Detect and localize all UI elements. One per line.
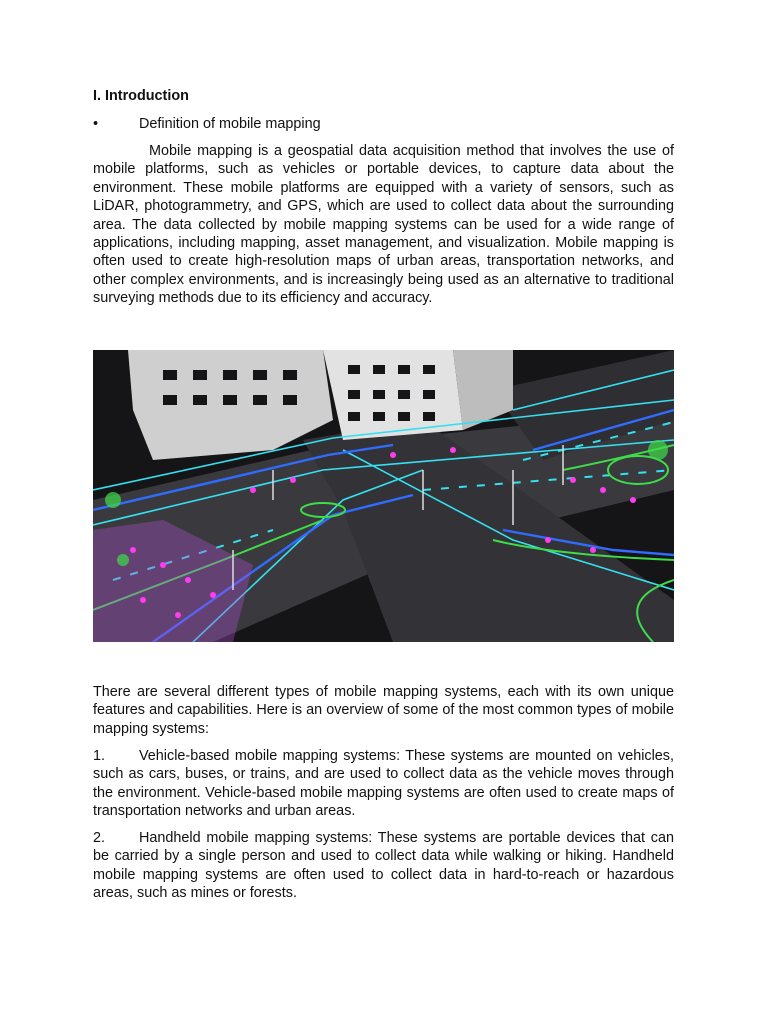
bullet-symbol: • (93, 116, 99, 132)
list-item-1 (93, 747, 674, 821)
overview-paragraph: There are several different types of mobile mapping systems, each with its own unique features and capabilities. Here is an overview of some of the most common types of mobile mapping systems: (93, 684, 674, 737)
list-item-1-number: 1. (93, 748, 106, 764)
list-item-2 (93, 829, 674, 903)
lidar-point-cloud-image (93, 350, 674, 642)
section-heading: I. Introduction (93, 88, 189, 104)
list-item-2-text: Handheld mobile mapping systems: These systems are portable devices that can be carried by a single person and used to collect data while walking or hiking. Handheld mobile mapping systems are often used to collect data in hard-to-reach or hazardous areas, such as mines or forests. (93, 830, 674, 902)
bullet-item (93, 115, 674, 133)
definition-paragraph: Mobile mapping is a geospatial data acquisition method that involves the use of mobile platforms, such as vehicles or portable devices, to capture data about the environment. These mobile platforms are equipped with a variety of sensors, such as LiDAR, photogrammetry, and GPS, which are used to collect data about the surrounding area. The data collected by mobile mapping systems can be used for a wide range of applications, including mapping, asset management, and visualization. Mobile mapping is often used to create high-resolution maps of urban areas, transportation networks, and other complex environments, and is increasingly being used as an alternative to traditional surveying methods due to its efficiency and accuracy. (93, 143, 674, 307)
bullet-text: Definition of mobile mapping (139, 116, 321, 132)
list-item-2-number: 2. (93, 830, 106, 846)
list-item-1-text: Vehicle-based mobile mapping systems: These systems are mounted on vehicles, such as cars, buses, or trains, and are used to collect data as the vehicle moves through the environment. Vehicle-based mobile mapping systems are often used to create maps of transportation networks and urban areas. (93, 748, 674, 820)
lidar-illustration (93, 350, 674, 642)
